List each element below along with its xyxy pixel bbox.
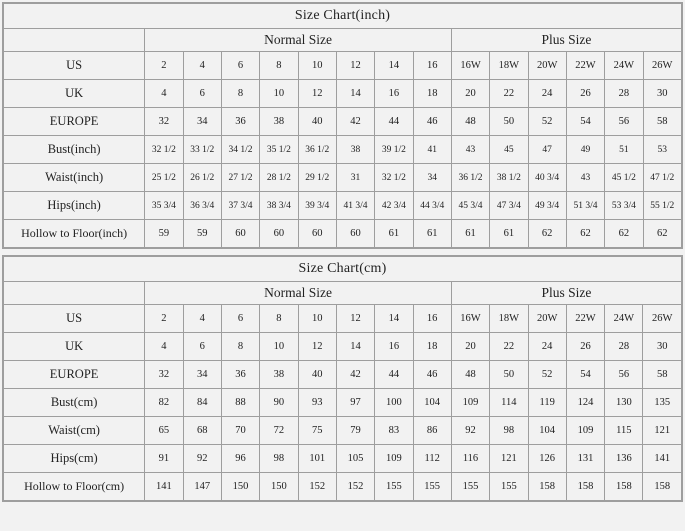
cell: 36 bbox=[221, 361, 259, 389]
cell: 8 bbox=[260, 305, 298, 333]
cell: 45 3/4 bbox=[451, 192, 489, 220]
cell: 82 bbox=[145, 389, 183, 417]
cell: 4 bbox=[183, 52, 221, 80]
cell: 6 bbox=[183, 80, 221, 108]
row-label-waist: Waist(cm) bbox=[4, 417, 145, 445]
cell: 6 bbox=[221, 305, 259, 333]
size-chart-inch-table bbox=[3, 3, 682, 248]
cell: 4 bbox=[145, 333, 183, 361]
row-label-europe: EUROPE bbox=[4, 108, 145, 136]
cell: 26 1/2 bbox=[183, 164, 221, 192]
row-label-hollow-to-floor: Hollow to Floor(inch) bbox=[4, 220, 145, 248]
cell: 68 bbox=[183, 417, 221, 445]
cell: 18 bbox=[413, 333, 451, 361]
cell: 24W bbox=[605, 52, 643, 80]
cell: 75 bbox=[298, 417, 336, 445]
cell: 70 bbox=[221, 417, 259, 445]
cell: 32 1/2 bbox=[145, 136, 183, 164]
table-row bbox=[4, 220, 682, 248]
cell: 40 3/4 bbox=[528, 164, 566, 192]
cell: 54 bbox=[566, 108, 604, 136]
cell: 18 bbox=[413, 80, 451, 108]
cell: 155 bbox=[451, 473, 489, 501]
cell: 96 bbox=[221, 445, 259, 473]
cell: 150 bbox=[221, 473, 259, 501]
cell: 65 bbox=[145, 417, 183, 445]
cell: 88 bbox=[221, 389, 259, 417]
cell: 16 bbox=[375, 333, 413, 361]
cell: 47 3/4 bbox=[490, 192, 528, 220]
cell: 10 bbox=[298, 305, 336, 333]
cell: 29 1/2 bbox=[298, 164, 336, 192]
cell: 59 bbox=[183, 220, 221, 248]
row-label-hips: Hips(inch) bbox=[4, 192, 145, 220]
cell: 46 bbox=[413, 108, 451, 136]
cell: 32 bbox=[145, 108, 183, 136]
cell: 158 bbox=[643, 473, 682, 501]
cell: 52 bbox=[528, 361, 566, 389]
cell: 25 1/2 bbox=[145, 164, 183, 192]
cell: 39 3/4 bbox=[298, 192, 336, 220]
cell: 16 bbox=[413, 305, 451, 333]
cell: 121 bbox=[643, 417, 682, 445]
cell: 36 1/2 bbox=[298, 136, 336, 164]
cell: 22W bbox=[566, 305, 604, 333]
cell: 130 bbox=[605, 389, 643, 417]
cell: 35 1/2 bbox=[260, 136, 298, 164]
cell: 43 bbox=[566, 164, 604, 192]
cell: 38 3/4 bbox=[260, 192, 298, 220]
cell: 60 bbox=[336, 220, 374, 248]
cell: 41 bbox=[413, 136, 451, 164]
cell: 126 bbox=[528, 445, 566, 473]
cell: 34 bbox=[413, 164, 451, 192]
cell: 109 bbox=[451, 389, 489, 417]
cell: 47 1/2 bbox=[643, 164, 682, 192]
row-label-uk: UK bbox=[4, 333, 145, 361]
cell: 48 bbox=[451, 361, 489, 389]
cell: 83 bbox=[375, 417, 413, 445]
group-header-normal-size: Normal Size bbox=[145, 282, 452, 305]
cell: 12 bbox=[298, 333, 336, 361]
cell: 50 bbox=[490, 108, 528, 136]
cell: 60 bbox=[298, 220, 336, 248]
cell: 119 bbox=[528, 389, 566, 417]
cell: 116 bbox=[451, 445, 489, 473]
cell: 38 bbox=[260, 108, 298, 136]
cell: 12 bbox=[336, 305, 374, 333]
cell: 59 bbox=[145, 220, 183, 248]
cell: 24 bbox=[528, 333, 566, 361]
cell: 44 bbox=[375, 361, 413, 389]
cell: 42 3/4 bbox=[375, 192, 413, 220]
cell: 10 bbox=[260, 80, 298, 108]
cell: 61 bbox=[413, 220, 451, 248]
cell: 152 bbox=[298, 473, 336, 501]
cell: 54 bbox=[566, 361, 604, 389]
table-row bbox=[4, 80, 682, 108]
cell: 61 bbox=[451, 220, 489, 248]
group-header-plus-size: Plus Size bbox=[451, 282, 681, 305]
size-chart-cm-table bbox=[3, 256, 682, 501]
cell: 51 bbox=[605, 136, 643, 164]
cell: 30 bbox=[643, 80, 682, 108]
cell: 20W bbox=[528, 52, 566, 80]
cell: 32 bbox=[145, 361, 183, 389]
cell: 38 1/2 bbox=[490, 164, 528, 192]
table-row bbox=[4, 361, 682, 389]
cell: 141 bbox=[643, 445, 682, 473]
cell: 52 bbox=[528, 108, 566, 136]
cell: 14 bbox=[336, 333, 374, 361]
cell: 30 bbox=[643, 333, 682, 361]
table-row bbox=[4, 136, 682, 164]
cell: 26W bbox=[643, 305, 682, 333]
cell: 136 bbox=[605, 445, 643, 473]
cell: 26W bbox=[643, 52, 682, 80]
cell: 14 bbox=[375, 52, 413, 80]
cell: 45 1/2 bbox=[605, 164, 643, 192]
size-chart-page bbox=[0, 2, 685, 531]
cell: 6 bbox=[183, 333, 221, 361]
table-row bbox=[4, 164, 682, 192]
cell: 60 bbox=[260, 220, 298, 248]
cell: 115 bbox=[605, 417, 643, 445]
cell: 109 bbox=[566, 417, 604, 445]
cell: 42 bbox=[336, 361, 374, 389]
cell: 62 bbox=[643, 220, 682, 248]
cell: 93 bbox=[298, 389, 336, 417]
cell: 27 1/2 bbox=[221, 164, 259, 192]
cell: 43 bbox=[451, 136, 489, 164]
cell: 114 bbox=[490, 389, 528, 417]
cell: 38 bbox=[336, 136, 374, 164]
cell: 91 bbox=[145, 445, 183, 473]
table-row bbox=[4, 305, 682, 333]
cell: 62 bbox=[528, 220, 566, 248]
cell: 90 bbox=[260, 389, 298, 417]
cell: 97 bbox=[336, 389, 374, 417]
cell: 152 bbox=[336, 473, 374, 501]
cell: 24 bbox=[528, 80, 566, 108]
cell: 56 bbox=[605, 108, 643, 136]
cell: 104 bbox=[413, 389, 451, 417]
cell: 8 bbox=[260, 52, 298, 80]
cell: 131 bbox=[566, 445, 604, 473]
cell: 42 bbox=[336, 108, 374, 136]
cell: 72 bbox=[260, 417, 298, 445]
cell: 56 bbox=[605, 361, 643, 389]
cell: 35 3/4 bbox=[145, 192, 183, 220]
cell: 8 bbox=[221, 333, 259, 361]
cell: 84 bbox=[183, 389, 221, 417]
cell: 8 bbox=[221, 80, 259, 108]
cell: 28 bbox=[605, 333, 643, 361]
table-row bbox=[4, 333, 682, 361]
cell: 155 bbox=[490, 473, 528, 501]
row-label-us: US bbox=[4, 305, 145, 333]
group-header-normal-size: Normal Size bbox=[145, 29, 452, 52]
cell: 101 bbox=[298, 445, 336, 473]
table-row bbox=[4, 192, 682, 220]
cell: 37 3/4 bbox=[221, 192, 259, 220]
cell: 32 1/2 bbox=[375, 164, 413, 192]
corner-blank-cell bbox=[4, 282, 145, 305]
table-group-row bbox=[4, 282, 682, 305]
cell: 36 3/4 bbox=[183, 192, 221, 220]
cell: 14 bbox=[375, 305, 413, 333]
cell: 4 bbox=[183, 305, 221, 333]
cell: 58 bbox=[643, 108, 682, 136]
cell: 158 bbox=[566, 473, 604, 501]
cell: 28 1/2 bbox=[260, 164, 298, 192]
cell: 34 1/2 bbox=[221, 136, 259, 164]
cell: 53 3/4 bbox=[605, 192, 643, 220]
size-chart-cm-block bbox=[2, 255, 683, 502]
cell: 62 bbox=[566, 220, 604, 248]
cell: 60 bbox=[221, 220, 259, 248]
cell: 105 bbox=[336, 445, 374, 473]
cell: 92 bbox=[183, 445, 221, 473]
cell: 135 bbox=[643, 389, 682, 417]
row-label-hollow-to-floor: Hollow to Floor(cm) bbox=[4, 473, 145, 501]
cell: 26 bbox=[566, 333, 604, 361]
cell: 2 bbox=[145, 52, 183, 80]
cell: 41 3/4 bbox=[336, 192, 374, 220]
cell: 98 bbox=[490, 417, 528, 445]
row-label-uk: UK bbox=[4, 80, 145, 108]
cell: 44 bbox=[375, 108, 413, 136]
group-header-plus-size: Plus Size bbox=[451, 29, 681, 52]
cell: 98 bbox=[260, 445, 298, 473]
cell: 16 bbox=[375, 80, 413, 108]
corner-blank-cell bbox=[4, 29, 145, 52]
cell: 147 bbox=[183, 473, 221, 501]
table-row bbox=[4, 473, 682, 501]
cell: 55 1/2 bbox=[643, 192, 682, 220]
cell: 53 bbox=[643, 136, 682, 164]
table-title-row bbox=[4, 4, 682, 29]
cell: 34 bbox=[183, 361, 221, 389]
row-label-bust: Bust(inch) bbox=[4, 136, 145, 164]
cell: 150 bbox=[260, 473, 298, 501]
cell: 62 bbox=[605, 220, 643, 248]
cell: 4 bbox=[145, 80, 183, 108]
cell: 22 bbox=[490, 80, 528, 108]
cell: 16W bbox=[451, 52, 489, 80]
cell: 46 bbox=[413, 361, 451, 389]
cell: 112 bbox=[413, 445, 451, 473]
cell: 20 bbox=[451, 333, 489, 361]
cell: 6 bbox=[221, 52, 259, 80]
page-title-cm: Size Chart(cm) bbox=[4, 257, 682, 282]
cell: 58 bbox=[643, 361, 682, 389]
table-title-row bbox=[4, 257, 682, 282]
cell: 45 bbox=[490, 136, 528, 164]
cell: 49 bbox=[566, 136, 604, 164]
table-row bbox=[4, 52, 682, 80]
cell: 14 bbox=[336, 80, 374, 108]
cell: 155 bbox=[413, 473, 451, 501]
page-title: Size Chart(inch) bbox=[4, 4, 682, 29]
cell: 158 bbox=[528, 473, 566, 501]
table-row bbox=[4, 108, 682, 136]
cell: 79 bbox=[336, 417, 374, 445]
cell: 61 bbox=[375, 220, 413, 248]
cell: 36 bbox=[221, 108, 259, 136]
cell: 141 bbox=[145, 473, 183, 501]
cell: 22 bbox=[490, 333, 528, 361]
cell: 48 bbox=[451, 108, 489, 136]
row-label-bust: Bust(cm) bbox=[4, 389, 145, 417]
cell: 22W bbox=[566, 52, 604, 80]
cell: 33 1/2 bbox=[183, 136, 221, 164]
cell: 20 bbox=[451, 80, 489, 108]
cell: 44 3/4 bbox=[413, 192, 451, 220]
cell: 24W bbox=[605, 305, 643, 333]
cell: 39 1/2 bbox=[375, 136, 413, 164]
size-chart-inch-block bbox=[2, 2, 683, 249]
cell: 92 bbox=[451, 417, 489, 445]
table-row bbox=[4, 417, 682, 445]
row-label-us: US bbox=[4, 52, 145, 80]
cell: 28 bbox=[605, 80, 643, 108]
cell: 20W bbox=[528, 305, 566, 333]
cell: 16W bbox=[451, 305, 489, 333]
cell: 10 bbox=[298, 52, 336, 80]
row-label-hips: Hips(cm) bbox=[4, 445, 145, 473]
cell: 50 bbox=[490, 361, 528, 389]
cell: 10 bbox=[260, 333, 298, 361]
cell: 49 3/4 bbox=[528, 192, 566, 220]
cell: 18W bbox=[490, 305, 528, 333]
row-label-europe: EUROPE bbox=[4, 361, 145, 389]
cell: 47 bbox=[528, 136, 566, 164]
cell: 12 bbox=[298, 80, 336, 108]
table-group-row bbox=[4, 29, 682, 52]
cell: 100 bbox=[375, 389, 413, 417]
table-row bbox=[4, 389, 682, 417]
cell: 12 bbox=[336, 52, 374, 80]
cell: 124 bbox=[566, 389, 604, 417]
cell: 38 bbox=[260, 361, 298, 389]
table-row bbox=[4, 445, 682, 473]
cell: 121 bbox=[490, 445, 528, 473]
cell: 40 bbox=[298, 361, 336, 389]
cell: 36 1/2 bbox=[451, 164, 489, 192]
cell: 104 bbox=[528, 417, 566, 445]
cell: 51 3/4 bbox=[566, 192, 604, 220]
cell: 18W bbox=[490, 52, 528, 80]
cell: 26 bbox=[566, 80, 604, 108]
row-label-waist: Waist(inch) bbox=[4, 164, 145, 192]
cell: 2 bbox=[145, 305, 183, 333]
cell: 155 bbox=[375, 473, 413, 501]
cell: 61 bbox=[490, 220, 528, 248]
cell: 31 bbox=[336, 164, 374, 192]
cell: 86 bbox=[413, 417, 451, 445]
cell: 109 bbox=[375, 445, 413, 473]
cell: 34 bbox=[183, 108, 221, 136]
cell: 40 bbox=[298, 108, 336, 136]
cell: 158 bbox=[605, 473, 643, 501]
cell: 16 bbox=[413, 52, 451, 80]
